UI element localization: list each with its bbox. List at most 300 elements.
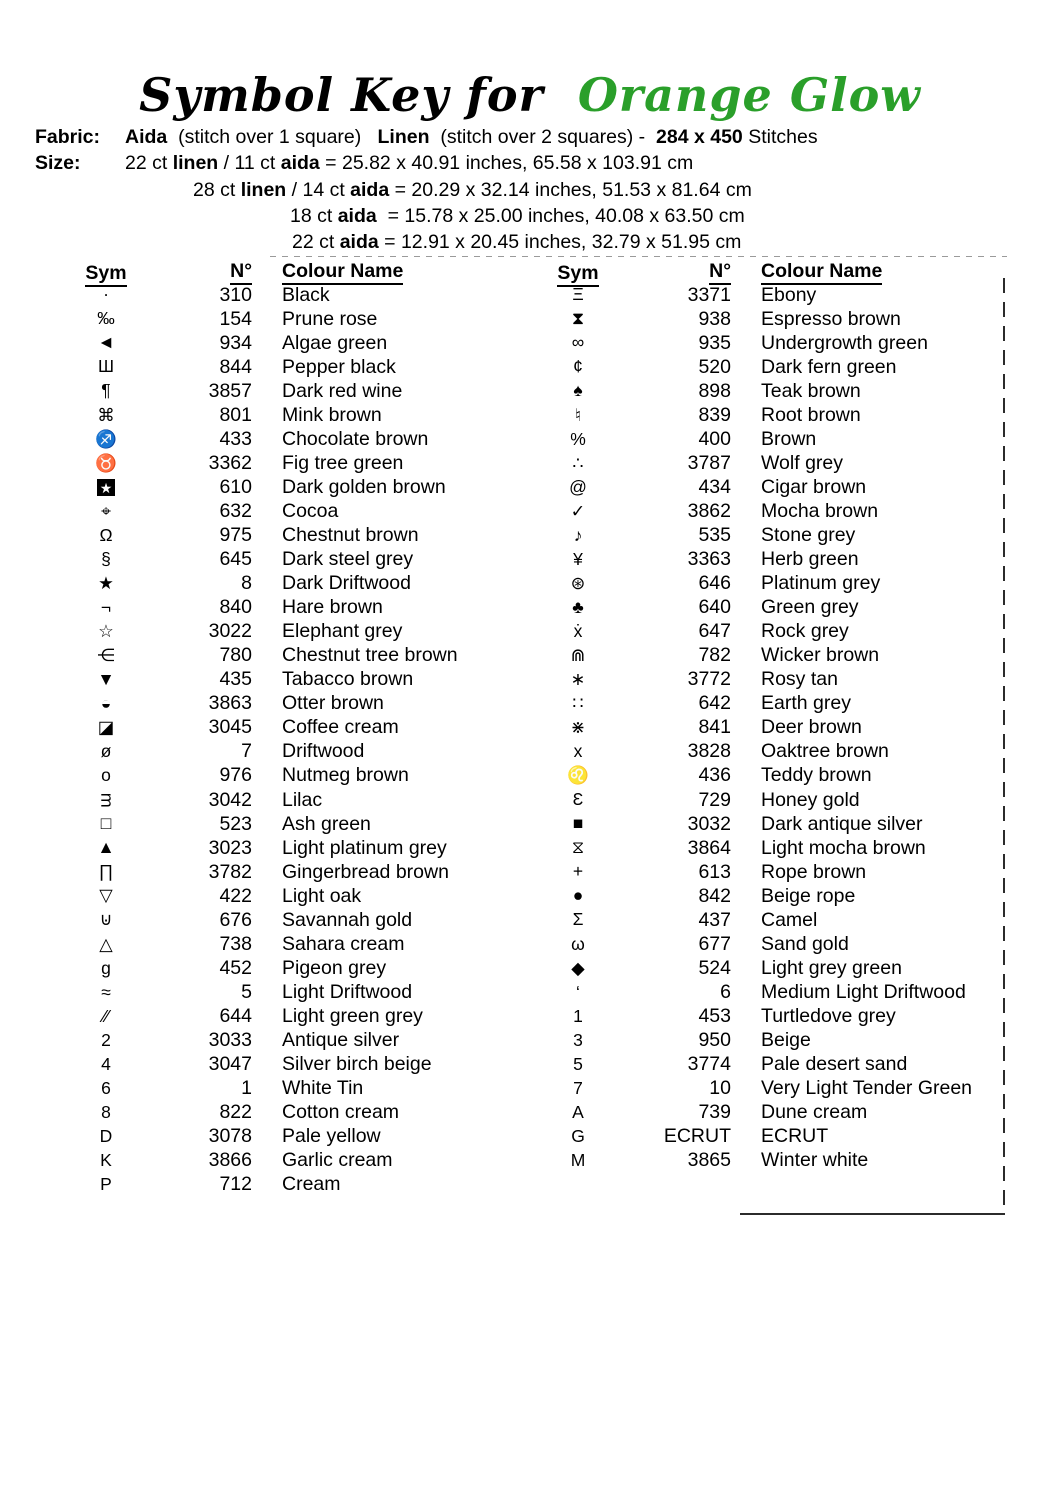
- colour-name-cell: Cocoa: [282, 499, 339, 522]
- symbol-cell: [80, 1176, 132, 1194]
- size-line: [290, 203, 818, 229]
- colour-name-cell: Hare brown: [282, 596, 383, 619]
- size-label: Size:: [35, 152, 81, 175]
- stitch-symbol: ⋇: [570, 717, 586, 738]
- colour-name-cell: Dune cream: [761, 1101, 868, 1124]
- size-segment: 22 ct: [292, 231, 340, 254]
- symbol-cell: [80, 1125, 132, 1146]
- table-row: [552, 1125, 972, 1149]
- stitch-symbol: ▽: [99, 885, 113, 906]
- stitch-symbol: ♮: [574, 404, 582, 425]
- symbol-cell: [552, 1101, 604, 1122]
- thread-number-cell: 5: [241, 980, 252, 1003]
- table-row: [80, 1101, 458, 1125]
- header-sym: Sym: [552, 264, 604, 284]
- table-row: [552, 572, 972, 596]
- stitch-symbol: ⋒: [570, 644, 586, 665]
- table-body-left: [80, 283, 458, 1197]
- symbol-cell: [552, 743, 604, 761]
- thread-number-cell: 712: [219, 1173, 252, 1196]
- thread-number-cell: 3023: [208, 836, 252, 859]
- thread-number-cell: 647: [698, 620, 731, 643]
- stitch-symbol: ⌘: [97, 404, 115, 425]
- stitch-symbol: 3: [573, 1029, 583, 1050]
- table-row: [80, 668, 458, 692]
- stitch-symbol: ★: [97, 479, 116, 496]
- size-segment: 28 ct: [193, 178, 241, 201]
- thread-number-cell: 3042: [208, 788, 252, 811]
- colour-name-cell: Winter white: [761, 1149, 869, 1172]
- stitch-symbol: G: [571, 1125, 585, 1146]
- stitch-symbol: Ɛ: [572, 789, 584, 810]
- page-title: [0, 68, 1060, 122]
- symbol-cell: [80, 695, 132, 713]
- colour-name-cell: Platinum grey: [761, 572, 881, 595]
- thread-number-cell: 452: [219, 956, 252, 979]
- colour-name-cell: Sand gold: [761, 932, 849, 955]
- thread-number-cell: 524: [698, 956, 731, 979]
- table-row: [80, 740, 458, 764]
- stitch-symbol: ᴟ: [100, 789, 112, 810]
- table-row: [552, 956, 972, 980]
- colour-name-cell: Algae green: [282, 331, 388, 354]
- symbol-cell: [80, 500, 132, 521]
- symbol-cell: [552, 286, 604, 304]
- thread-number-cell: 613: [698, 860, 731, 883]
- thread-number-cell: 801: [219, 403, 252, 426]
- stitch-symbol: 8: [101, 1101, 111, 1122]
- header-num: N°: [132, 260, 252, 283]
- colour-name-cell: Turtledove grey: [761, 1004, 896, 1027]
- header-colour-name: Colour Name: [761, 260, 882, 283]
- table-row: [552, 403, 972, 427]
- size-segment: = 25.82 x 40.91 inches, 65.58 x 103.91 cm: [319, 152, 694, 175]
- stitch-symbol: ♪: [573, 524, 583, 545]
- stitch-symbol: ∏: [98, 861, 114, 882]
- stitch-symbol: +: [572, 861, 584, 882]
- symbol-cell: [80, 791, 132, 809]
- table-row: [552, 908, 972, 932]
- table-row: [80, 788, 458, 812]
- table-row: [80, 572, 458, 596]
- stitch-symbol: ♣: [572, 596, 584, 617]
- symbol-cell: [80, 1029, 132, 1050]
- colour-name-cell: Black: [282, 283, 330, 306]
- thread-number-cell: 8: [241, 572, 252, 595]
- thread-number-cell: 644: [219, 1004, 252, 1027]
- thread-number-cell: 6: [720, 980, 731, 1003]
- table-row: [80, 1053, 458, 1077]
- symbol-table-left: [80, 258, 458, 1197]
- symbol-cell: [80, 839, 132, 857]
- colour-name-cell: Pale desert sand: [761, 1053, 908, 1076]
- size-segment: = 12.91 x 20.45 inches, 32.79 x 51.95 cm: [378, 231, 742, 254]
- size-segment: linen: [172, 152, 219, 175]
- symbol-cell: [80, 286, 132, 304]
- table-row: [552, 475, 972, 499]
- symbol-cell: [80, 358, 132, 376]
- table-row: [552, 620, 972, 644]
- thread-number-cell: 739: [698, 1101, 731, 1124]
- table-top-border: [270, 256, 1007, 257]
- stitch-symbol: 1: [573, 1005, 583, 1026]
- stitch-symbol: ·: [103, 284, 109, 305]
- colour-name-cell: Light oak: [282, 884, 362, 907]
- size-segment: = 15.78 x 25.00 inches, 40.08 x 63.50 cm: [376, 204, 745, 227]
- thread-number-cell: 10: [709, 1077, 731, 1100]
- table-row: [80, 355, 458, 379]
- size-line: [292, 229, 818, 255]
- thread-number-cell: 976: [219, 764, 252, 787]
- colour-name-cell: Beige: [761, 1028, 811, 1051]
- colour-name-cell: Tabacco brown: [282, 668, 414, 691]
- colour-name-cell: Mink brown: [282, 403, 382, 426]
- colour-name-cell: Ebony: [761, 283, 817, 306]
- table-row: [552, 1149, 972, 1173]
- table-row: [80, 764, 458, 788]
- colour-name-cell: Undergrowth green: [761, 331, 928, 354]
- colour-name-cell: Wicker brown: [761, 644, 880, 667]
- stitch-symbol: ♠: [573, 380, 583, 401]
- table-header-left: [80, 258, 458, 283]
- table-row: [80, 836, 458, 860]
- table-row: [552, 692, 972, 716]
- stitch-symbol: ω: [571, 933, 585, 954]
- thread-number-cell: 844: [219, 355, 252, 378]
- stitch-symbol: ♉: [95, 452, 117, 473]
- stitch-symbol: ∴: [572, 452, 584, 473]
- size-block: [35, 150, 818, 255]
- colour-name-cell: Deer brown: [761, 716, 862, 739]
- colour-name-cell: Light platinum grey: [282, 836, 447, 859]
- stitch-symbol: ◄: [97, 332, 115, 353]
- table-row: [80, 1028, 458, 1052]
- colour-name-cell: Garlic cream: [282, 1149, 393, 1172]
- table-row: [80, 379, 458, 403]
- colour-name-cell: Espresso brown: [761, 307, 901, 330]
- colour-name-cell: Chocolate brown: [282, 427, 429, 450]
- stitch-symbol: 6: [101, 1077, 111, 1098]
- thread-number-cell: 842: [698, 884, 731, 907]
- stitch-symbol: 7: [573, 1077, 583, 1098]
- table-row: [80, 596, 458, 620]
- thread-number-cell: 3078: [208, 1125, 252, 1148]
- colour-name-cell: Camel: [761, 908, 818, 931]
- size-segment: aida: [337, 204, 377, 227]
- stitch-symbol: M: [570, 1149, 586, 1170]
- symbol-cell: [552, 404, 604, 425]
- colour-name-cell: Prune rose: [282, 307, 378, 330]
- colour-name-cell: Oaktree brown: [761, 740, 889, 763]
- thread-number-cell: 3782: [208, 860, 252, 883]
- thread-number-cell: 780: [219, 644, 252, 667]
- colour-name-cell: Cream: [282, 1173, 341, 1196]
- thread-number-cell: ECRUT: [663, 1125, 731, 1148]
- thread-number-cell: 520: [698, 355, 731, 378]
- table-row: [552, 1028, 972, 1052]
- stitch-symbol: ¬: [100, 596, 112, 617]
- colour-name-cell: Medium Light Driftwood: [761, 980, 966, 1003]
- table-row: [80, 1149, 458, 1173]
- thread-number-cell: 898: [698, 379, 731, 402]
- symbol-cell: [80, 887, 132, 905]
- table-row: [552, 1077, 972, 1101]
- size-line: [125, 150, 818, 176]
- table-row: [552, 283, 972, 307]
- thread-number-cell: 3828: [687, 740, 731, 763]
- stitch-symbol: ♌: [567, 765, 589, 786]
- symbol-cell: [80, 620, 132, 641]
- symbol-cell: [80, 524, 132, 545]
- symbol-cell: [552, 1005, 604, 1026]
- fabric-segment: (stitch over 2 squares) -: [429, 126, 657, 148]
- colour-name-cell: Rope brown: [761, 860, 867, 883]
- colour-name-cell: Light grey green: [761, 956, 902, 979]
- stitch-symbol: ●: [572, 885, 584, 906]
- thread-number-cell: 839: [698, 403, 731, 426]
- colour-name-cell: Fig tree green: [282, 451, 404, 474]
- thread-number-cell: 938: [698, 307, 731, 330]
- stitch-symbol: ≈: [101, 981, 111, 1002]
- stitch-symbol: @: [569, 476, 587, 497]
- stitch-symbol: Ξ: [572, 284, 584, 305]
- table-row: [552, 331, 972, 355]
- size-segment: 22 ct: [125, 152, 173, 175]
- symbol-cell: [552, 476, 604, 497]
- thread-number-cell: 3865: [687, 1149, 731, 1172]
- colour-name-cell: Ash green: [282, 812, 371, 835]
- thread-number-cell: 934: [219, 331, 252, 354]
- colour-name-cell: Savannah gold: [282, 908, 413, 931]
- stitch-symbol: ¶: [101, 380, 111, 401]
- symbol-cell: [80, 1005, 132, 1026]
- table-row: [552, 1053, 972, 1077]
- table-row: [552, 788, 972, 812]
- symbol-cell: [80, 1077, 132, 1098]
- colour-name-cell: Cotton cream: [282, 1101, 400, 1124]
- header-num: N°: [604, 260, 731, 283]
- colour-name-cell: Light Driftwood: [282, 980, 413, 1003]
- colour-name-cell: Dark fern green: [761, 355, 897, 378]
- symbol-cell: [552, 500, 604, 521]
- size-segment: aida: [280, 152, 320, 175]
- thread-number-cell: 7: [241, 740, 252, 763]
- symbol-cell: [80, 334, 132, 352]
- size-segment: linen: [240, 178, 287, 201]
- colour-name-cell: Root brown: [761, 403, 861, 426]
- colour-name-cell: Very Light Tender Green: [761, 1077, 973, 1100]
- thread-number-cell: 640: [698, 596, 731, 619]
- symbol-cell: [552, 887, 604, 905]
- symbol-cell: [552, 572, 604, 593]
- table-row: [552, 1004, 972, 1028]
- colour-name-cell: Light green grey: [282, 1004, 423, 1027]
- symbol-cell: [552, 911, 604, 929]
- stitch-symbol: □: [100, 813, 112, 834]
- table-row: [80, 475, 458, 499]
- symbol-cell: [552, 671, 604, 689]
- colour-name-cell: Chestnut tree brown: [282, 644, 458, 667]
- colour-name-cell: Pale yellow: [282, 1125, 381, 1148]
- colour-name-cell: Sahara cream: [282, 932, 405, 955]
- thread-number-cell: 422: [219, 884, 252, 907]
- colour-name-cell: Stone grey: [761, 523, 856, 546]
- colour-name-cell: Teak brown: [761, 379, 861, 402]
- thread-number-cell: 3857: [208, 379, 252, 402]
- stitch-symbol: ▲: [97, 837, 115, 858]
- table-row: [80, 956, 458, 980]
- table-row: [80, 932, 458, 956]
- table-row: [552, 644, 972, 668]
- stitch-symbol: ◆: [571, 957, 585, 978]
- stitch-symbol: ⌖: [101, 500, 111, 521]
- symbol-cell: [80, 719, 132, 737]
- stitch-symbol: ♐: [95, 428, 117, 449]
- stitch-symbol: ẋ: [573, 620, 583, 641]
- thread-number-cell: 729: [698, 788, 731, 811]
- table-row: [552, 980, 972, 1004]
- table-row: [80, 1125, 458, 1149]
- symbol-cell: [80, 815, 132, 833]
- thread-number-cell: 535: [698, 523, 731, 546]
- table-row: [552, 379, 972, 403]
- thread-number-cell: 840: [219, 596, 252, 619]
- colour-name-cell: Nutmeg brown: [282, 764, 409, 787]
- colour-name-cell: Mocha brown: [761, 499, 879, 522]
- colour-name-cell: Silver birch beige: [282, 1053, 432, 1076]
- stitch-symbol: ☆: [98, 620, 114, 641]
- stitch-symbol: ⋲: [97, 644, 115, 665]
- symbol-cell: [552, 1053, 604, 1074]
- table-row: [80, 523, 458, 547]
- table-row: [80, 1173, 458, 1197]
- thread-number-cell: 310: [219, 283, 252, 306]
- thread-number-cell: 3371: [687, 283, 731, 306]
- stitch-symbol: P: [100, 1174, 112, 1194]
- symbol-cell: [80, 382, 132, 400]
- thread-number-cell: 434: [698, 475, 731, 498]
- thread-number-cell: 154: [219, 307, 252, 330]
- colour-name-cell: Cigar brown: [761, 475, 867, 498]
- symbol-cell: [552, 767, 604, 785]
- symbol-cell: [80, 957, 132, 978]
- thread-number-cell: 433: [219, 427, 252, 450]
- table-row: [80, 427, 458, 451]
- table-row: [80, 283, 458, 307]
- stitch-symbol: ◪: [97, 717, 115, 738]
- table-row: [80, 331, 458, 355]
- symbol-cell: [80, 310, 132, 328]
- stitch-symbol: ■: [572, 813, 584, 834]
- header-sym: Sym: [80, 264, 132, 284]
- symbol-cell: [80, 1149, 132, 1170]
- symbol-cell: [80, 479, 132, 497]
- fabric-label: Fabric:: [35, 126, 101, 148]
- colour-name-cell: Dark red wine: [282, 379, 403, 402]
- symbol-cell: [80, 596, 132, 617]
- table-row: [80, 620, 458, 644]
- thread-number-cell: 437: [698, 908, 731, 931]
- thread-number-cell: 523: [219, 812, 252, 835]
- symbol-cell: [80, 548, 132, 569]
- symbol-cell: [80, 911, 132, 929]
- thread-number-cell: 3864: [687, 836, 731, 859]
- table-body-right: [552, 283, 972, 1173]
- thread-number-cell: 610: [219, 475, 252, 498]
- symbol-cell: [552, 981, 604, 1002]
- thread-number-cell: 3363: [687, 548, 731, 571]
- symbol-cell: [552, 933, 604, 954]
- thread-number-cell: 436: [698, 764, 731, 787]
- stitch-symbol: 2: [101, 1029, 111, 1050]
- colour-name-cell: Rosy tan: [761, 668, 838, 691]
- thread-number-cell: 1: [241, 1077, 252, 1100]
- stitch-symbol: ∞: [571, 332, 585, 353]
- colour-name-cell: Herb green: [761, 548, 859, 571]
- symbol-cell: [552, 548, 604, 569]
- thread-number-cell: 3866: [208, 1149, 252, 1172]
- stitch-symbol: ¢: [573, 356, 583, 377]
- table-row: [80, 1004, 458, 1028]
- thread-number-cell: 435: [219, 668, 252, 691]
- symbol-cell: [552, 428, 604, 449]
- symbol-cell: [552, 719, 604, 737]
- symbol-cell: [552, 1077, 604, 1098]
- colour-name-cell: Driftwood: [282, 740, 365, 763]
- symbol-cell: [552, 791, 604, 809]
- colour-name-cell: Pigeon grey: [282, 956, 387, 979]
- table-row: [552, 812, 972, 836]
- thread-number-cell: 3047: [208, 1053, 252, 1076]
- thread-number-cell: 3022: [208, 620, 252, 643]
- stitch-symbol: 4: [101, 1053, 111, 1074]
- symbol-cell: [80, 863, 132, 881]
- table-row: [552, 523, 972, 547]
- symbol-cell: [552, 1149, 604, 1170]
- thread-number-cell: 3045: [208, 716, 252, 739]
- colour-name-cell: Dark golden brown: [282, 475, 446, 498]
- stitch-symbol: D: [99, 1125, 113, 1146]
- colour-name-cell: ECRUT: [761, 1125, 829, 1148]
- stitch-symbol: ⧖: [571, 837, 585, 858]
- symbol-cell: [552, 815, 604, 833]
- symbol-cell: [552, 695, 604, 713]
- table-row: [80, 908, 458, 932]
- table-row: [552, 499, 972, 523]
- thread-number-cell: 822: [219, 1101, 252, 1124]
- stitch-symbol: §: [101, 548, 111, 569]
- symbol-cell: [80, 767, 132, 785]
- symbol-cell: [552, 524, 604, 545]
- table-row: [552, 668, 972, 692]
- page-title-prefix: Symbol Key for: [139, 68, 578, 122]
- stitch-symbol: ✓: [570, 500, 586, 521]
- stitch-symbol: △: [99, 933, 113, 954]
- symbol-cell: [552, 957, 604, 978]
- symbol-cell: [552, 452, 604, 473]
- fabric-segment: 284 x 450: [656, 126, 743, 148]
- symbol-cell: [80, 1101, 132, 1122]
- thread-number-cell: 935: [698, 331, 731, 354]
- stitch-symbol: ∗: [570, 669, 586, 690]
- size-line: [193, 177, 818, 203]
- fabric-segment: Stitches: [742, 126, 818, 148]
- thread-number-cell: 3032: [687, 812, 731, 835]
- colour-name-cell: Elephant grey: [282, 620, 403, 643]
- table-row: [552, 355, 972, 379]
- stitch-symbol: Ш: [97, 356, 115, 377]
- table-right-border: [1003, 278, 1005, 1215]
